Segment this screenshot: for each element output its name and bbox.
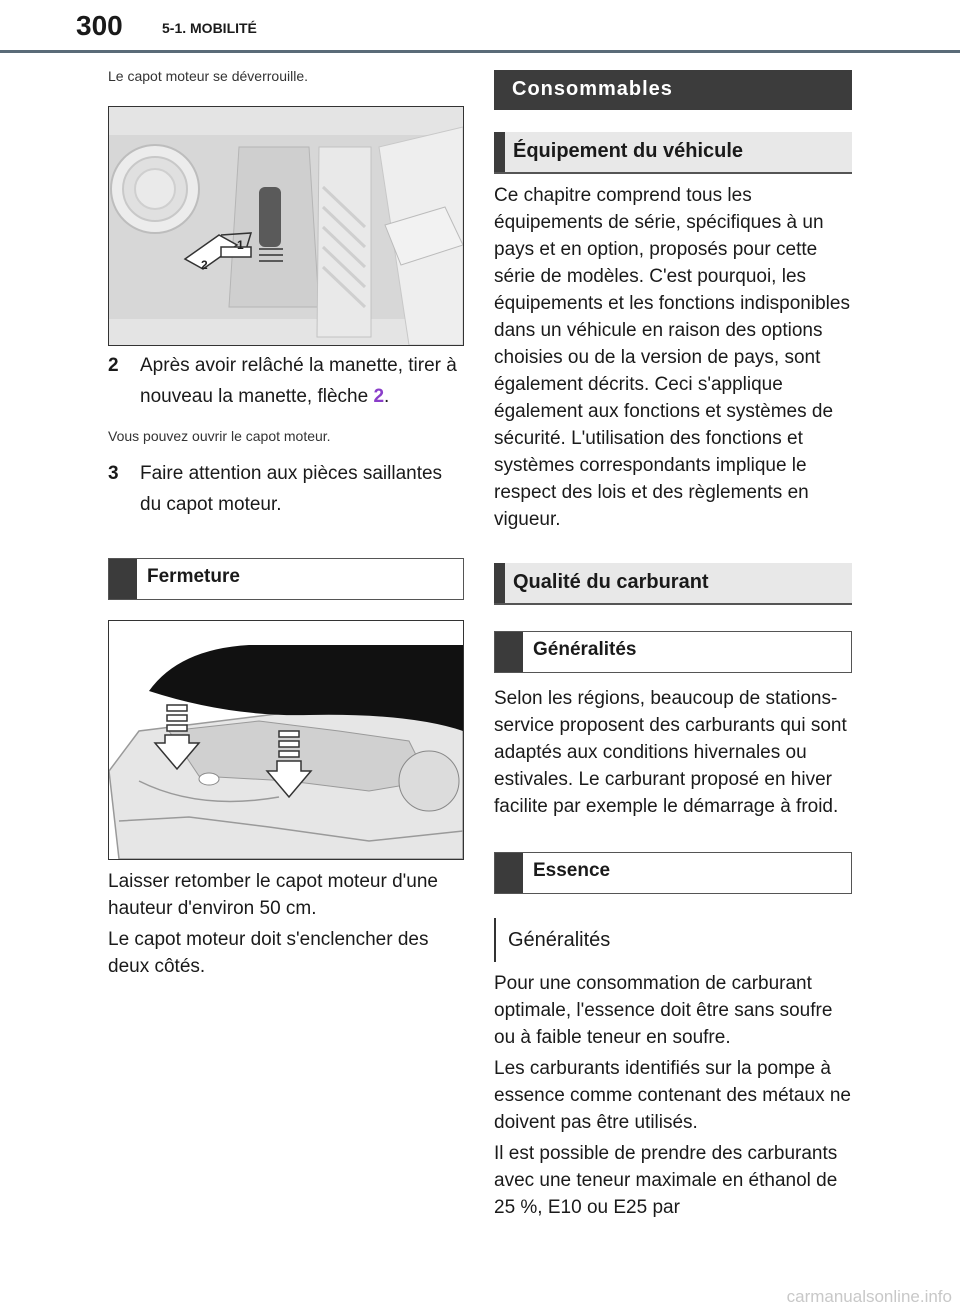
- heading-bar: [109, 559, 137, 599]
- essence-heading-label: Essence: [533, 860, 611, 881]
- page-number: 300: [76, 10, 123, 41]
- section-title: 5-1. MOBILITÉ: [162, 20, 257, 36]
- fermeture-heading-label: Fermeture: [147, 566, 240, 587]
- essence-paragraph-2: Les carburants identifiés sur la pompe à essence comme contenant des métaux ne doivent pas être utilisés.: [494, 1058, 851, 1133]
- hood-closing-illustration: [109, 621, 463, 859]
- hood-release-lever-illustration: [109, 107, 463, 345]
- qualite-heading-label: Qualité du carburant: [513, 571, 709, 593]
- consommables-heading: Consommables: [494, 70, 852, 110]
- equipement-heading-label: Équipement du véhicule: [513, 140, 744, 162]
- closing-paragraph-1: Laisser retomber le capot moteur d'une hauteur d'environ 50 cm.: [108, 871, 438, 919]
- header-divider: [0, 50, 960, 53]
- fermeture-heading: [108, 558, 464, 600]
- step-2-text: Après avoir relâché la manette, tirer à nouveau la manette, flèche: [140, 355, 457, 407]
- step-2-number: 2: [108, 355, 119, 376]
- equipement-paragraph: Ce chapitre comprend tous les équipements de série, spécifiques à un pays et en option, proposés pour cette série de modèles. C'est pourquoi, les équipements et les fonctions indisponibles dans un véhicule en raison des options choisies ou de la version de pays, sont également décrits. Ceci s'applique également aux fonctions et systèmes de sécurité. L'utilisation des fonctions et systèmes correspondants implique le respect des lois et des règlements en vigueur.: [494, 185, 850, 530]
- figure-label-1: 1: [237, 238, 244, 252]
- note-text: Vous pouvez ouvrir le capot moteur.: [108, 428, 331, 444]
- watermark: carmanualsonline.info: [786, 1287, 952, 1306]
- heading-bar: [494, 132, 505, 172]
- step-3-number: 3: [108, 463, 119, 484]
- equipement-heading: [494, 132, 852, 174]
- heading-bar: [495, 632, 523, 672]
- hood-release-lever-figure: [108, 106, 464, 346]
- right-column: [494, 70, 852, 1225]
- heading-bar: [495, 853, 523, 893]
- step-2: [108, 350, 464, 412]
- left-column: [108, 66, 464, 984]
- step-3-text: Faire attention aux pièces saillantes du capot moteur.: [140, 463, 443, 515]
- hood-closing-figure: [108, 620, 464, 860]
- essence-paragraph-1: Pour une consommation de carburant optimale, l'essence doit être sans soufre ou à faible teneur en soufre.: [494, 973, 833, 1048]
- generalites-paragraph: Selon les régions, beaucoup de stations-service proposent des carburants qui sont adaptés aux conditions hivernales ou estivales. Le carburant proposé en hiver facilite par exemple le démarrage à froid.: [494, 688, 847, 817]
- generalites-heading: [494, 631, 852, 673]
- step-3: [108, 458, 464, 520]
- figure-label-2: 2: [201, 258, 208, 272]
- qualite-heading: [494, 563, 852, 605]
- essence-heading: [494, 852, 852, 894]
- arrow-reference: 2: [373, 386, 385, 407]
- heading-bar: [494, 563, 505, 603]
- essence-generalites-subheading: Généralités: [494, 918, 852, 962]
- step-2-text-wrap: [140, 350, 464, 412]
- intro-text: Le capot moteur se déverrouille.: [108, 68, 308, 84]
- essence-paragraph-3: Il est possible de prendre des carburants avec une teneur maximale en éthanol de 25 %, E10 ou E25 par: [494, 1143, 838, 1218]
- generalites-heading-label: Généralités: [533, 639, 637, 660]
- closing-paragraph-2: Le capot moteur doit s'enclencher des deux côtés.: [108, 929, 429, 977]
- step-2-end: .: [384, 386, 390, 407]
